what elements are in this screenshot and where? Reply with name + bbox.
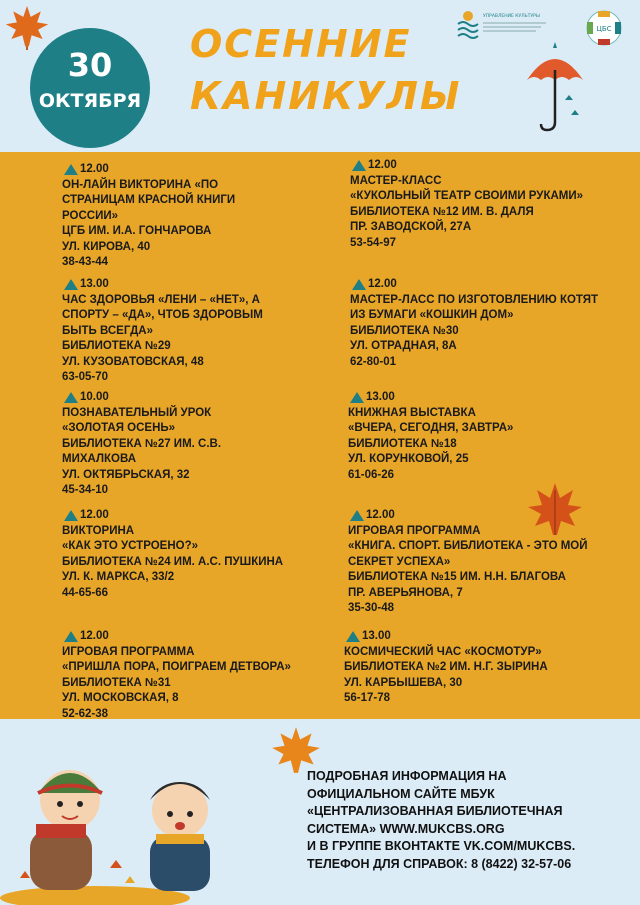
triangle-bullet-icon [350, 510, 364, 521]
event-detail-line: МАСТЕР-КЛАСС [350, 174, 442, 187]
event-detail-line: 35-30-48 [348, 602, 395, 614]
contact-line: СИСТЕМА» WWW.MUKCBS.ORG [307, 821, 505, 836]
event-detail-line: 44-65-66 [62, 586, 109, 599]
event-detail-line: ОН-ЛАЙН ВИКТОРИНА «ПО [62, 178, 219, 191]
event-detail-line: 63-05-70 [62, 371, 109, 383]
event-detail-line: БЫТЬ ВСЕГДА» [62, 324, 153, 337]
event-detail-line: УЛ. КУЗОВАТОВСКАЯ, 48 [62, 355, 204, 368]
event-detail-line: УЛ. КАРБЫШЕВА, 30 [344, 676, 463, 689]
event-detail-line: ПОЗНАВАТЕЛЬНЫЙ УРОК [62, 406, 212, 419]
event-card [62, 508, 283, 601]
event-card [62, 277, 263, 386]
event-time: 13.00 [80, 277, 263, 293]
event-detail-line: «ЗОЛОТАЯ ОСЕНЬ» [62, 422, 176, 434]
event-detail-line: УЛ. КОРУНКОВОЙ, 25 [348, 453, 469, 465]
event-time: 12.00 [366, 508, 588, 524]
event-card [350, 277, 598, 370]
event-detail-line: ИЗ БУМАГИ «КОШКИН ДОМ» [350, 309, 514, 321]
event-detail-line: «КНИГА. СПОРТ. БИБЛИОТЕКА - ЭТО МОЙ [348, 540, 588, 552]
event-card [62, 162, 235, 271]
date-badge [30, 28, 150, 148]
event-detail-line: БИБЛИОТЕКА №27 ИМ. С.В. [62, 437, 222, 450]
event-detail-line: ПР. ЗАВОДСКОЙ, 27А [350, 221, 472, 233]
maple-leaf-icon [4, 4, 50, 50]
event-detail-line: ИГРОВАЯ ПРОГРАММА [348, 524, 481, 537]
title-line-1: ОСЕННИЕ [190, 22, 412, 66]
svg-text:ЦБС: ЦБС [596, 25, 612, 33]
event-detail-line: СТРАНИЦАМ КРАСНОЙ КНИГИ [62, 194, 236, 206]
event-detail-line: МИХАЛКОВА [62, 453, 137, 465]
contact-line: ОФИЦИАЛЬНОМ САЙТЕ МБУК [307, 786, 495, 801]
event-detail-line: 38-43-44 [62, 256, 109, 268]
title-line-2: КАНИКУЛЫ [190, 74, 462, 118]
event-detail-line: РОССИИ» [62, 209, 119, 222]
event-detail-line: 52-62-38 [62, 707, 109, 720]
event-card [344, 629, 548, 707]
event-detail-line: ИГРОВАЯ ПРОГРАММА [62, 645, 195, 658]
event-detail-line: БИБЛИОТЕКА №29 [62, 340, 171, 352]
event-detail-line: БИБЛИОТЕКА №12 ИМ. В. ДАЛЯ [350, 205, 534, 218]
triangle-bullet-icon [64, 510, 78, 521]
event-detail-line: 53-54-97 [350, 236, 397, 249]
event-card [350, 158, 583, 251]
event-detail-line: МАСТЕР-ЛАСС ПО ИЗГОТОВЛЕНИЮ КОТЯТ [350, 293, 599, 306]
event-detail-line: «ВЧЕРА, СЕГОДНЯ, ЗАВТРА» [348, 422, 514, 434]
svg-text:УПРАВЛЕНИЕ КУЛЬТУРЫ: УПРАВЛЕНИЕ КУЛЬТУРЫ [483, 14, 540, 19]
event-detail-line: БИБЛИОТЕКА №2 ИМ. Н.Г. ЗЫРИНА [344, 661, 548, 673]
date-month: ОКТЯБРЯ [38, 90, 142, 112]
children-illustration [0, 738, 300, 905]
event-detail-line: 45-34-10 [62, 484, 109, 496]
event-detail-line: УЛ. ОТРАДНАЯ, 8А [350, 340, 457, 352]
event-detail-line: 62-80-01 [350, 355, 397, 368]
umbrella-icon [525, 40, 585, 135]
event-detail-line: ВИКТОРИНА [62, 524, 135, 537]
events-board [0, 152, 640, 719]
page-title [190, 18, 490, 122]
event-time: 13.00 [366, 390, 513, 406]
event-detail-line: ПР. АВЕРЬЯНОВА, 7 [348, 586, 463, 599]
event-time: 12.00 [80, 629, 291, 645]
event-card [62, 390, 221, 499]
event-detail-line: «КАК ЭТО УСТРОЕНО?» [62, 540, 198, 552]
event-detail-line: БИБЛИОТЕКА №24 ИМ. А.С. ПУШКИНА [62, 555, 284, 568]
event-time: 10.00 [80, 390, 221, 406]
contact-line: И В ГРУППЕ ВКОНТАКТЕ VK.COM/MUKCBS. [307, 839, 576, 853]
triangle-bullet-icon [64, 631, 78, 642]
date-day: 30 [67, 46, 113, 84]
event-detail-line: БИБЛИОТЕКА №15 ИМ. Н.Н. БЛАГОВА [348, 571, 566, 583]
triangle-bullet-icon [346, 631, 360, 642]
event-card [348, 390, 513, 483]
culture-department-logo [456, 8, 556, 40]
triangle-bullet-icon [64, 279, 78, 290]
triangle-bullet-icon [64, 392, 78, 403]
event-detail-line: «ПРИШЛА ПОРА, ПОИГРАЕМ ДЕТВОРА» [62, 661, 291, 673]
event-detail-line: УЛ. К. МАРКСА, 33/2 [62, 571, 175, 583]
event-time: 12.00 [80, 162, 235, 178]
event-detail-line: КОСМИЧЕСКИЙ ЧАС «КОСМОТУР» [344, 645, 542, 658]
event-detail-line: ЦГБ ИМ. И.А. ГОНЧАРОВА [62, 225, 212, 237]
event-detail-line: СЕКРЕТ УСПЕХА» [348, 555, 451, 568]
event-detail-line: 61-06-26 [348, 468, 395, 481]
event-detail-line: ЧАС ЗДОРОВЬЯ «ЛЕНИ – «НЕТ», А [62, 293, 260, 306]
maple-leaf-icon [525, 480, 585, 540]
event-detail-line: УЛ. ОКТЯБРЬСКАЯ, 32 [62, 468, 190, 481]
event-detail-line: СПОРТУ – «ДА», ЧТОБ ЗДОРОВЫМ [62, 309, 263, 321]
contact-info [307, 768, 637, 873]
triangle-bullet-icon [350, 392, 364, 403]
event-detail-line: УЛ. КИРОВА, 40 [62, 240, 151, 253]
triangle-bullet-icon [352, 160, 366, 171]
contact-line: ТЕЛЕФОН ДЛЯ СПРАВОК: 8 (8422) 32-57-06 [307, 856, 572, 871]
contact-line: «ЦЕНТРАЛИЗОВАННАЯ БИБЛИОТЕЧНАЯ [307, 804, 563, 818]
event-detail-line: УЛ. МОСКОВСКАЯ, 8 [62, 692, 179, 704]
event-time: 12.00 [80, 508, 283, 524]
event-card [62, 629, 291, 722]
cbs-logo [584, 8, 624, 48]
event-time: 12.00 [368, 277, 598, 293]
event-detail-line: КНИЖНАЯ ВЫСТАВКА [348, 406, 476, 419]
event-detail-line: БИБЛИОТЕКА №30 [350, 324, 459, 337]
event-time: 12.00 [368, 158, 583, 174]
event-detail-line: БИБЛИОТЕКА №31 [62, 676, 171, 689]
event-detail-line: БИБЛИОТЕКА №18 [348, 437, 457, 450]
contact-line: ПОДРОБНАЯ ИНФОРМАЦИЯ НА [307, 769, 507, 783]
triangle-bullet-icon [64, 164, 78, 175]
event-detail-line: 56-17-78 [344, 692, 391, 704]
event-time: 13.00 [362, 629, 548, 645]
header [0, 0, 640, 150]
triangle-bullet-icon [352, 279, 366, 290]
event-detail-line: «КУКОЛЬНЫЙ ТЕАТР СВОИМИ РУКАМИ» [350, 190, 584, 202]
